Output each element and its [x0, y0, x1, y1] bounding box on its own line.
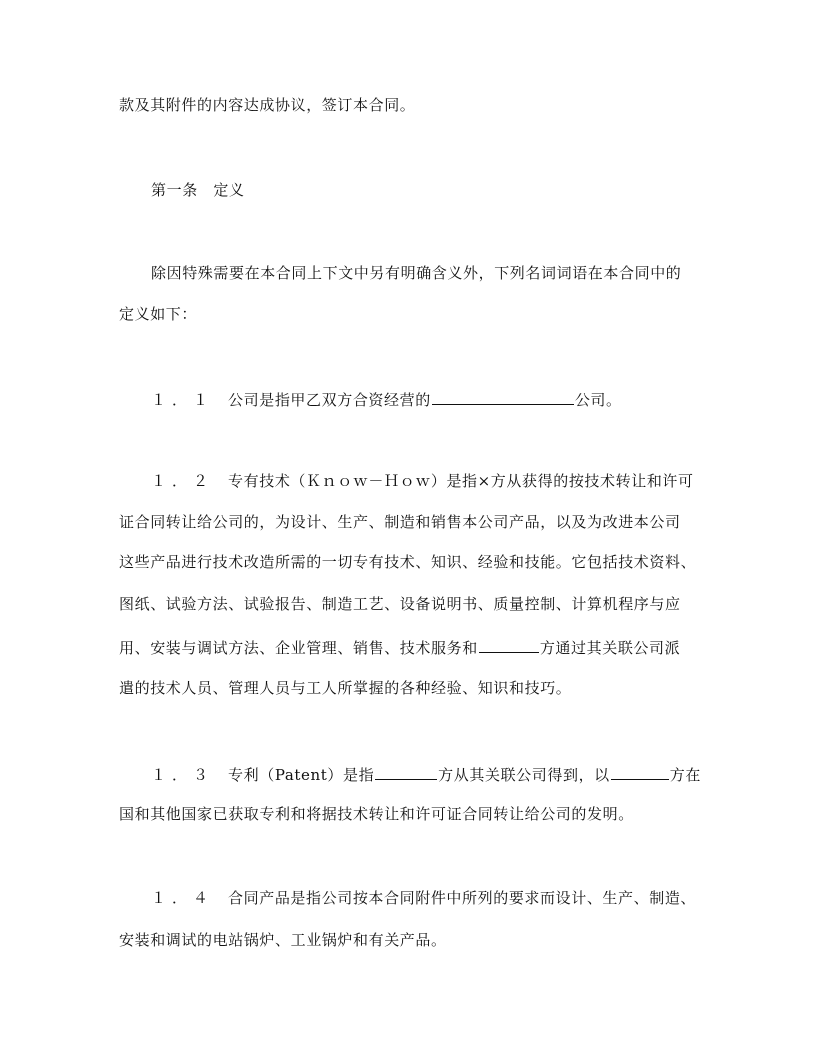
fill-in-blank [432, 388, 574, 405]
clause-number: １．２ [151, 472, 215, 490]
article-heading: 第一条 定义 [151, 181, 245, 199]
clause-1-2-line-6: 遣的技术人员、管理人员与工人所掌握的各种经验、知识和技巧。 [119, 679, 572, 697]
clause-1-2-line-3: 这些产品进行技术改造所需的一切专有技术、知识、经验和技能。它包括技术资料、 [119, 553, 697, 571]
clause-term: Ｋｎｏｗ－Ｈｏｗ [306, 472, 431, 490]
intro-closing-line: 款及其附件的内容达成协议，签订本合同。 [119, 96, 416, 114]
clause-text: 方在 [669, 766, 701, 784]
clause-1-2-line-2: 证合同转让给公司的，为设计、生产、制造和销售本公司产品，以及为改进本公司 [119, 513, 681, 531]
clause-1-2-line-1 [151, 471, 741, 491]
clause-1-2-line-4: 图纸、试验方法、试验报告、制造工艺、设备说明书、质量控制、计算机程序与应 [119, 595, 681, 613]
definitions-para-line-2: 定义如下： [119, 305, 198, 323]
definitions-para-line-1: 除因特殊需要在本合同上下文中另有明确含义外，下列名词词语在本合同中的 [151, 264, 682, 282]
clause-number: １．３ [151, 766, 215, 784]
clause-text-before: 公司是指甲乙双方合资经营的 [228, 391, 431, 409]
clause-1-1 [151, 388, 741, 410]
clause-1-3-line-2: 国和其他国家已获取专利和将据技术转让和许可证合同转让给公司的发明。 [119, 805, 634, 823]
clause-1-2-line-5 [119, 636, 709, 658]
clause-text: ）是指×方从获得的按技术转让和许可 [430, 472, 694, 490]
clause-text: 方从其关联公司得到，以 [438, 766, 610, 784]
clause-text-after: 公司。 [574, 391, 622, 409]
clause-number: １．１ [151, 391, 215, 409]
clause-text: 专有技术（ [228, 472, 307, 490]
clause-text: 方通过其关联公司派 [539, 639, 681, 657]
fill-in-blank [479, 636, 539, 653]
fill-in-blank [375, 763, 437, 780]
clause-text: 用、安装与调试方法、企业管理、销售、技术服务和 [119, 639, 478, 657]
fill-in-blank [611, 763, 669, 780]
clause-number: １．４ [151, 889, 215, 907]
clause-1-4-line-1 [151, 888, 741, 908]
clause-1-4-line-2: 安装和调试的电站锅炉、工业锅炉和有关产品。 [119, 931, 447, 949]
clause-1-3-line-1 [151, 763, 741, 785]
clause-text: 专利（Patent）是指 [228, 766, 375, 784]
clause-text: 合同产品是指公司按本合同附件中所列的要求而设计、生产、制造、 [228, 889, 697, 907]
